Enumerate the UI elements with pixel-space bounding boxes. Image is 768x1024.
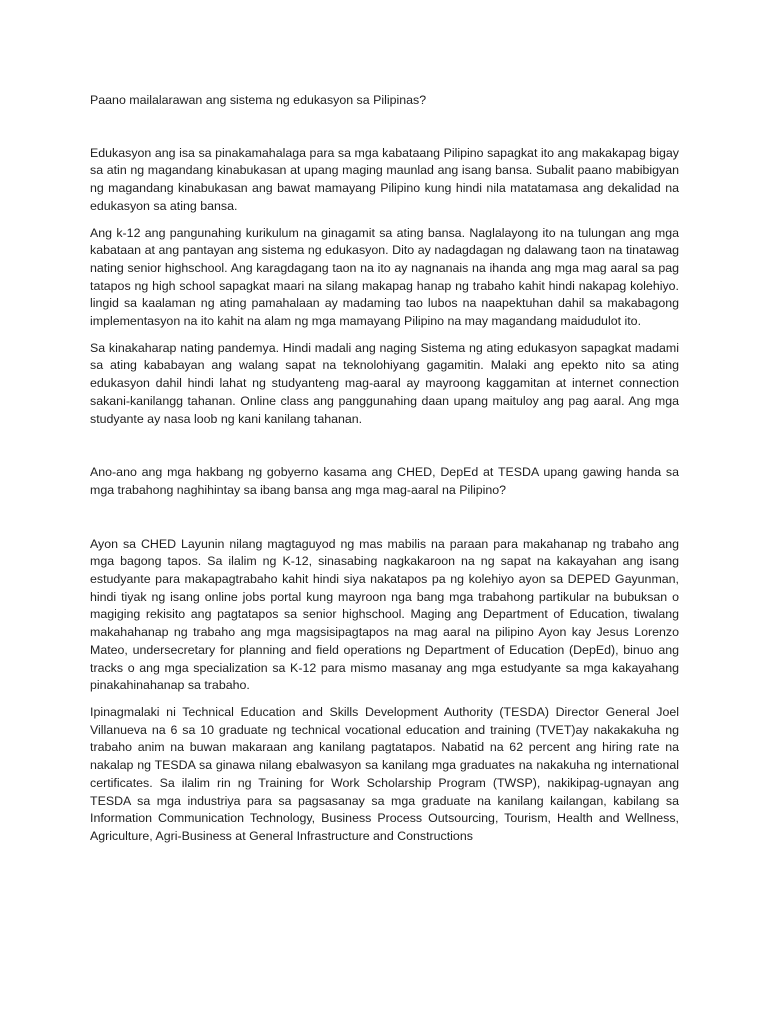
document-page (90, 92, 679, 846)
section-1-paragraph: Sa kinakaharap nating pandemya. Hindi madali ang naging Sistema ng ating edukasyon sapagkat madami sa ating kababayan ang walang sapat na teknolohiyang gagamitin. Malaki ang epekto nito sa ating edukasyon dahil hindi lahat ng studyanteng mag-aaral ay mayroong kaggamitan at internet connection sakani-kanilangg tahanan. Online class ang panggunahing daan upang maituloy ang pag aaral. Ang mga studyante ay nasa loob ng kani kanilang tahanan. (90, 340, 679, 426)
section-1-paragraph: Ang k-12 ang pangunahing kurikulum na ginagamit sa ating bansa. Naglalayong ito na tulungan ang mga kabataan at ang pantayan ang sistema ng edukasyon. Dito ay nadagdagan ng dalawang taon na tinatawag nating senior highschool. Ang karagdagang taon na ito ay nagnanais na ihanda ang mga mag aaral sa pag tatapos ng high school sapagkat maari na silang makapag hanap ng trabaho kahit hindi nakapag kolehiyo. lingid sa kaalaman ng ating pamahalaan ay madaming tao lubos na naapektuhan dahil sa makabagong implementasyon na ito kahit na alam ng mga mamayang Pilipino na may magandang maidudulot ito. (90, 225, 679, 329)
section-2-paragraph: Ipinagmalaki ni Technical Education and Skills Development Authority (TESDA) Director General Joel Villanueva na 6 sa 10 graduate ng technical vocational education and training (TVET)ay nakakakuha ng trabaho anim na buwan makaraan ang kanilang pagtatapos. Nabatid na 62 percent ang hiring rate na nakalap ng TESDA sa ginawa nilang ebalwasyon sa kanilang mga graduates na nakakuha ng international certificates. Sa ilalim rin ng Training for Work Scholarship Program (TWSP), nakikipag-ugnayan ang TESDA sa mga industriya para sa pagsasanay sa mga graduate na kanilang kailangan, kabilang sa Information Communication Technology, Business Process Outsourcing, Tourism, Health and Wellness, Agriculture, Agri-Business at General Infrastructure and Constructions (90, 704, 679, 843)
section-2-paragraph: Ayon sa CHED Layunin nilang magtaguyod ng mas mabilis na paraan para makahanap ng trabaho ang mga bagong tapos. Sa ilalim ng K-12, sinasabing nagkakaroon na ng sapat na kakayahan ang isang estudyante para makapagtrabaho kahit hindi siya nakatapos pa ng kolehiyo ayon sa DEPED Gayunman, hindi tiyak ng isang online jobs portal kung mayroon nga bang mga trabahong partikular na bubuksan o magiging rekisito ang pagtatapos sa senior highschool. Maging ang Department of Education, tiwalang makahahanap ng trabaho ang mga magsisipagtapos na mag aaral na pilipino Ayon kay Jesus Lorenzo Mateo, undersecretary for planning and field operations ng Department of Education (DepEd), binuo ang tracks o ang mga specialization sa K-12 para mismo masanay ang mga estudyante sa mga kakayahang pinakahinahanap sa trabaho. (90, 536, 679, 693)
section-1-paragraph: Edukasyon ang isa sa pinakamahalaga para sa mga kabataang Pilipino sapagkat ito ang makakapag bigay sa atin ng magandang kinabukasan at upang maging maunlad ang isang bansa. Subalit paano mabibigyan ng magandang kinabukasan ang bawat mamayang Pilipino kung hindi nila matatamasa ang dekalidad na edukasyon sa ating bansa. (90, 145, 679, 213)
question-2-heading: Ano-ano ang mga hakbang ng gobyerno kasama ang CHED, DepEd at TESDA upang gawing handa sa mga trabahong naghihintay sa ibang bansa ang mga mag-aaral na Pilipino? (90, 465, 679, 497)
question-1-heading: Paano mailalarawan ang sistema ng edukasyon sa Pilipinas? (90, 93, 427, 107)
